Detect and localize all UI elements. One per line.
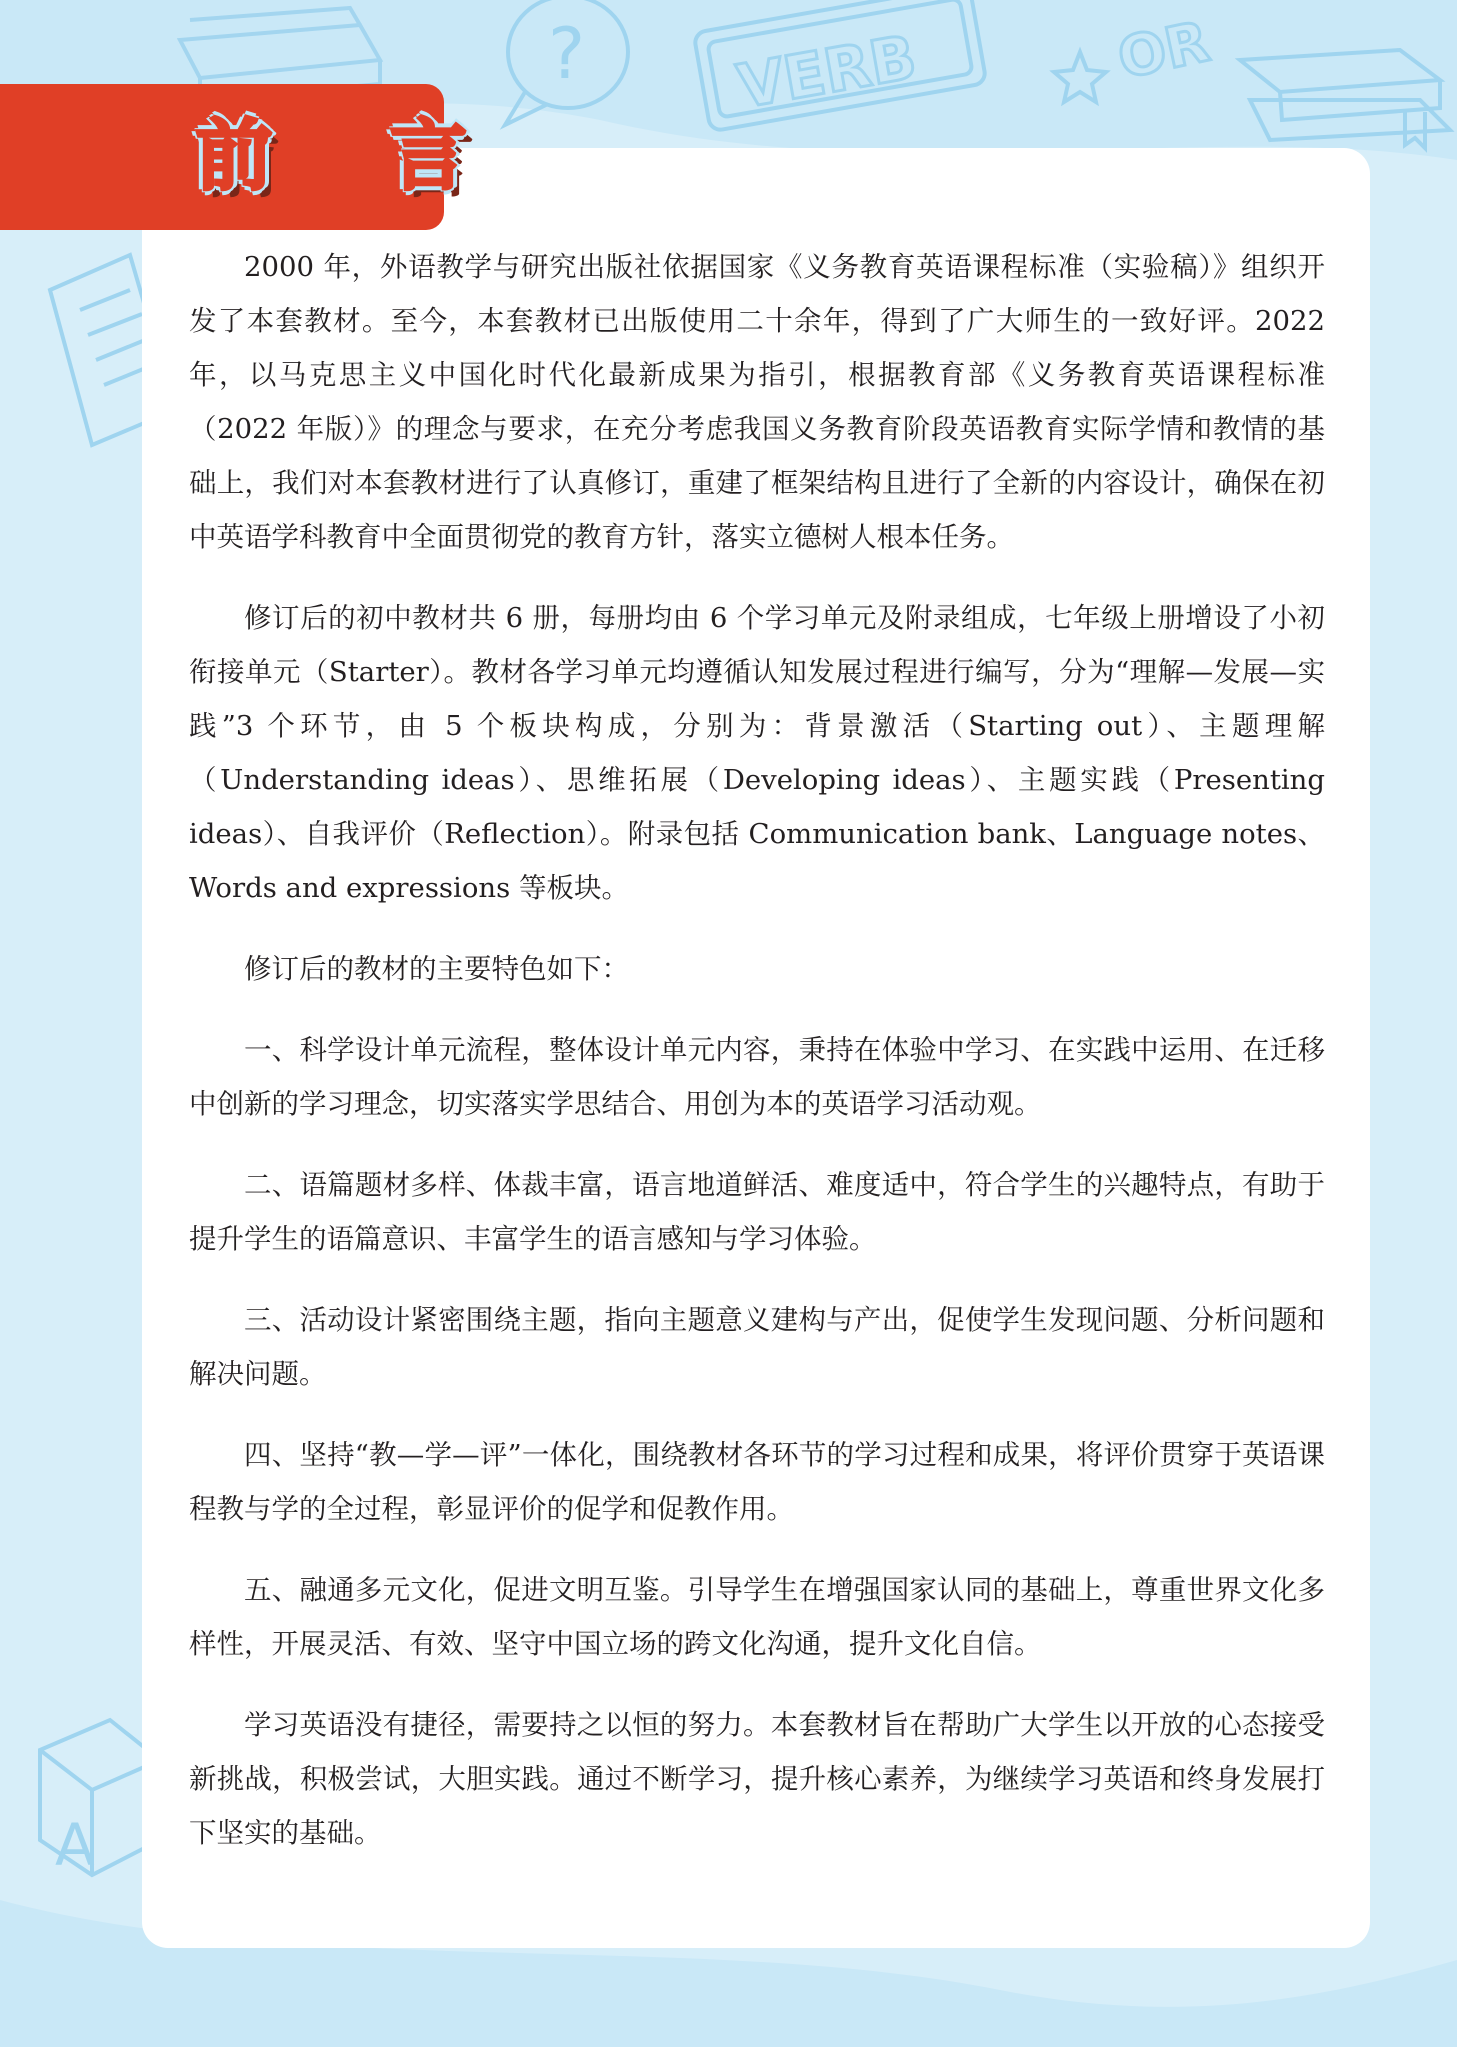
paragraph: 二、语篇题材多样、体裁丰富，语言地道鲜活、难度适中，符合学生的兴趣特点，有助于提升学生的语篇意识、丰富学生的语言感知与学习体验。 xyxy=(189,1169,1325,1255)
paragraph: 五、融通多元文化，促进文明互鉴。引导学生在增强国家认同的基础上，尊重世界文化多样性，开展灵活、有效、坚守中国立场的跨文化沟通，提升文化自信。 xyxy=(189,1574,1325,1660)
svg-text:?: ? xyxy=(548,13,586,95)
paragraph: 修订后的初中教材共 6 册，每册均由 6 个学习单元及附录组成，七年级上册增设了小初衔接单元（Starter）。教材各学习单元均遵循认知发展过程进行编写，分为“理解—发展—实践”3 个环节，由 5 个板块构成，分别为：背景激活（Starting out）、主题理解（Understanding ideas）、思维拓展（Developing ideas）、主题实践（Presenting ideas）、自我评价（Reflection）。附录包括 Communication bank、Language notes、Words and expressions 等板块。 xyxy=(189,602,1325,904)
svg-text:VERB: VERB xyxy=(732,22,922,123)
page-title: 前 言 xyxy=(196,111,513,200)
svg-text:A: A xyxy=(55,1811,95,1879)
paragraph: 一、科学设计单元流程，整体设计单元内容，秉持在体验中学习、在实践中运用、在迁移中创新的学习理念，切实落实学思结合、用创为本的英语学习活动观。 xyxy=(189,1034,1325,1120)
svg-text:OR: OR xyxy=(1112,9,1215,92)
preface-body xyxy=(189,240,1325,1887)
paragraph: 修订后的教材的主要特色如下： xyxy=(244,953,629,985)
paragraph: 2000 年，外语教学与研究出版社依据国家《义务教育英语课程标准（实验稿）》组织开发了本套教材。至今，本套教材已出版使用二十余年，得到了广大师生的一致好评。2022 年，以马克思主义中国化时代化最新成果为指引，根据教育部《义务教育英语课程标准（2022 年版）》的理念与要求，在充分考虑我国义务教育阶段英语教育实际学情和教情的基础上，我们对本套教材进行了认真修订，重建了框架结构且进行了全新的内容设计，确保在初中英语学科教育中全面贯彻党的教育方针，落实立德树人根本任务。 xyxy=(189,251,1325,553)
paragraph: 四、坚持“教—学—评”一体化，围绕教材各环节的学习过程和成果，将评价贯穿于英语课程教与学的全过程，彰显评价的促学和促教作用。 xyxy=(189,1439,1325,1525)
paragraph: 三、活动设计紧密围绕主题，指向主题意义建构与产出，促使学生发现问题、分析问题和解决问题。 xyxy=(189,1304,1325,1390)
paragraph: 学习英语没有捷径，需要持之以恒的努力。本套教材旨在帮助广大学生以开放的心态接受新挑战，积极尝试，大胆实践。通过不断学习，提升核心素养，为继续学习英语和终身发展打下坚实的基础。 xyxy=(189,1709,1325,1849)
